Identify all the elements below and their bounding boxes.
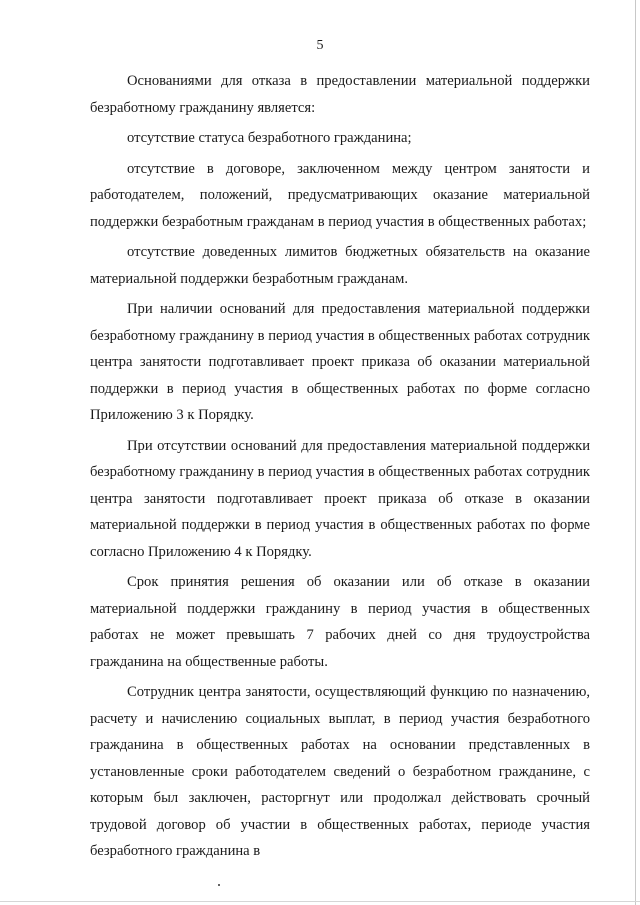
paragraph-no-contract-provisions: отсутствие в договоре, заключенном между центром занятости и работодателем, положений, предусматривающих оказание материальной поддержки безработным гражданам в период участия в общественных работах; <box>90 160 590 230</box>
document-body <box>90 68 590 869</box>
page-edge-bottom <box>0 901 640 902</box>
page-edge-right <box>635 0 636 905</box>
page-number: 5 <box>316 38 324 53</box>
paragraph-refusal-order: При отсутствии оснований для предоставления материальной поддержки безработному гражданину в период участия в общественных работах сотрудник центра занятости подготавливает проект приказа об отказе в оказании материальной поддержки в период участия в общественных работах по форме согласно Приложению 4 к Порядку. <box>90 437 590 560</box>
paragraph-no-status: отсутствие статуса безработного гражданина; <box>127 130 412 146</box>
paragraph-payments-officer: Сотрудник центра занятости, осуществляющий функцию по назначению, расчету и начислению социальных выплат, в период участия безработного гражданина в общественных работах на основании представленных в установленные сроки работодателем сведений о безработном гражданине, с которым был заключен, расторгнут или продолжал действовать срочный трудовой договор об участии в общественных работах, периоде участия безработного гражданина в <box>90 684 590 859</box>
scan-speck <box>218 884 220 886</box>
paragraph-grant-order: При наличии оснований для предоставления материальной поддержки безработному гражданину в период участия в общественных работах сотрудник центра занятости подготавливает проект приказа об оказании материальной поддержки в период участия в общественных работах по форме согласно Приложению 3 к Порядку. <box>90 301 590 423</box>
paragraph-decision-deadline: Срок принятия решения об оказании или об отказе в оказании материальной поддержки гражданину в период участия в общественных работах не может превышать 7 рабочих дней со дня трудоустройства гражданина на общественные работы. <box>90 574 590 670</box>
paragraph-refusal-grounds: Основаниями для отказа в предоставлении материальной поддержки безработному гражданину является: <box>90 73 590 116</box>
paragraph-no-budget-limits: отсутствие доведенных лимитов бюджетных обязательств на оказание материальной поддержки безработным гражданам. <box>90 244 590 287</box>
